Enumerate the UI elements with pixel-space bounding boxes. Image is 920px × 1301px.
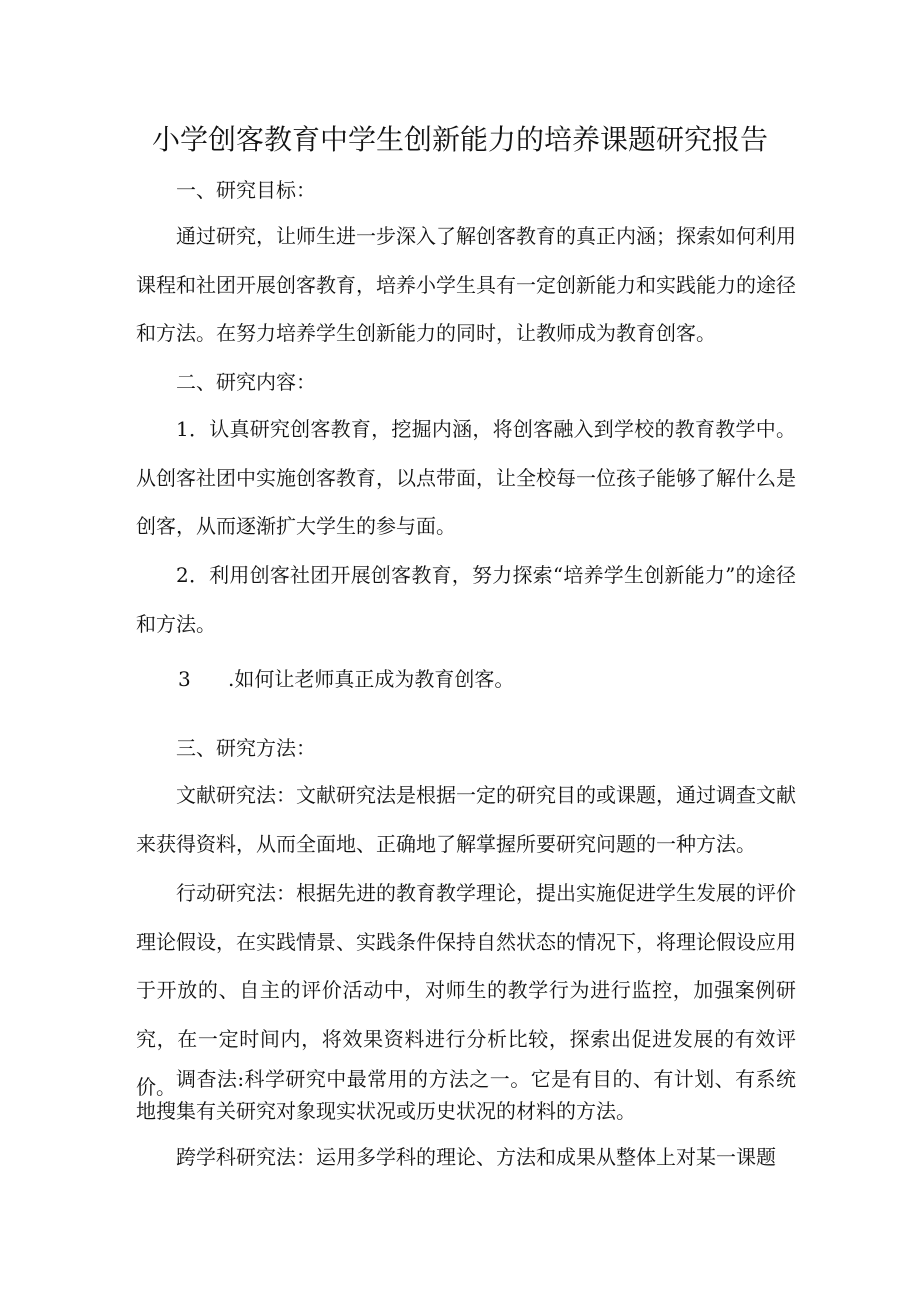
list-item-number: 3: [178, 667, 191, 691]
page-title: 小学创客教育中学生创新能力的培养课题研究报告: [151, 123, 768, 156]
list-item-content-3: [178, 664, 514, 694]
paragraph-goals: 通过研究，让师生进一步深入了解创客教育的真正内涵；探索如何利用课程和社团开展创客教育，培养小学生具有一定创新能力和实践能力的途径和方法。在努力培养学生创新能力的同时，让教师成为教育创客。: [136, 224, 796, 345]
list-item-content-1: 1．认真研究创客教育，挖掘内涵，将创客融入到学校的教育教学中。从创客社团中实施创客教育，以点带面，让全校每一位孩子能够了解什么是创客，从而逐渐扩大学生的参与面。: [136, 417, 796, 538]
list-item-text: .如何让老师真正成为教育创客。: [228, 667, 515, 691]
section-heading-content: 二、研究内容：: [176, 370, 316, 394]
paragraph-survey-method: 调杳法:科学研究中最常用的方法之一。它是有目的、有计划、有系统地搜集有关研究对象现实状况或历史状况的材料的方法。: [136, 1067, 796, 1123]
section-heading-goals: 一、研究目标：: [176, 178, 316, 202]
paragraph-literature-method: 文献研究法：文献研究法是根据一定的研究目的或课题，通过调查文献来获得资料，从而全面地、正确地了解掌握所要研究问题的一种方法。: [136, 783, 796, 856]
section-heading-methods: 三、研究方法：: [176, 736, 316, 760]
paragraph-interdisciplinary-method: 跨学科研究法：运用多学科的理论、方法和成果从整体上对某一课题: [176, 1145, 776, 1169]
paragraph-action-method: 行动研究法：根据先进的教育教学理论，提出实施促进学生发展的评价理论假设，在实践情景、实践条件保持自然状态的情况下，将理论假设应用于开放的、自主的评价活动中，对师生的教学行为进行监控，加强案例研究，在一定时间内，将效果资料进行分析比较，探索出促进发展的有效评价。: [136, 881, 796, 1099]
list-item-content-2: 2．利用创客社团开展创客教育，努力探索“培养学生创新能力”的途径和方法。: [136, 563, 796, 636]
